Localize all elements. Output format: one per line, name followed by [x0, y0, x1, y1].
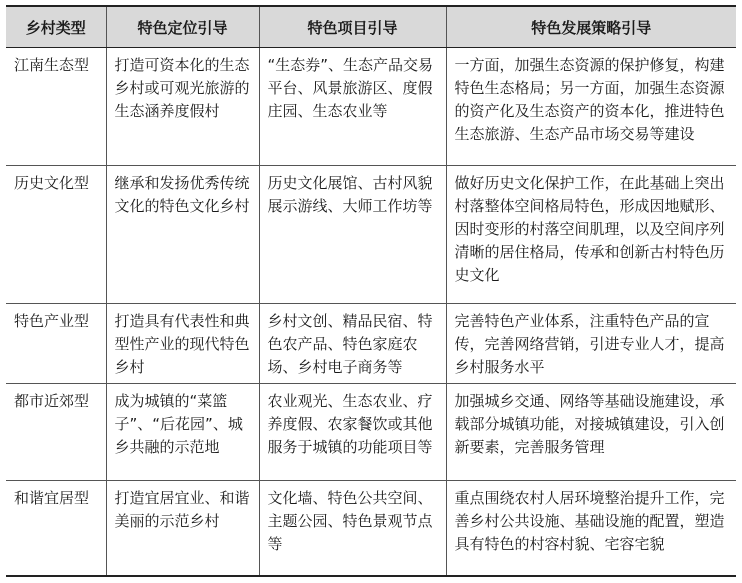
cell-positioning: 打造可资本化的生态乡村或可观光旅游的生态涵养度假村: [106, 48, 259, 166]
cell-projects: 乡村文创、精品民宿、特色农产品、特色家庭农场、乡村电子商务等: [259, 304, 446, 384]
table-row: [6, 48, 736, 166]
header-projects: 特色项目引导: [259, 6, 446, 48]
table-row: [6, 166, 736, 304]
cell-rural-type: 特色产业型: [6, 304, 106, 384]
cell-strategy: 完善特色产业体系，注重特色产品的宣传，完善网络营销，引进专业人才，提高乡村服务水平: [446, 304, 736, 384]
cell-positioning: 成为城镇的“菜篮子”、“后花园”、城乡共融的示范地: [106, 384, 259, 481]
table-body: [6, 48, 736, 577]
cell-rural-type: 历史文化型: [6, 166, 106, 304]
cell-positioning: 打造宜居宜业、和谐美丽的示范乡村: [106, 481, 259, 577]
cell-projects: 历史文化展馆、古村风貌展示游线、大师工作坊等: [259, 166, 446, 304]
cell-positioning: 打造具有代表性和典型性产业的现代特色乡村: [106, 304, 259, 384]
header-strategy: 特色发展策略引导: [446, 6, 736, 48]
rural-type-table-container: [6, 5, 736, 577]
table-header: [6, 6, 736, 48]
cell-strategy: 重点围绕农村人居环境整治提升工作，完善乡村公共设施、基础设施的配置，塑造具有特色的村容村貌、宅容宅貌: [446, 481, 736, 577]
header-row: [6, 6, 736, 48]
table-row: [6, 481, 736, 577]
cell-rural-type: 江南生态型: [6, 48, 106, 166]
cell-projects: 文化墙、特色公共空间、主题公园、特色景观节点等: [259, 481, 446, 577]
cell-positioning: 继承和发扬优秀传统文化的特色文化乡村: [106, 166, 259, 304]
cell-rural-type: 和谐宜居型: [6, 481, 106, 577]
cell-strategy: 一方面，加强生态资源的保护修复，构建特色生态格局；另一方面，加强生态资源的资产化及生态资产的资本化，推进特色生态旅游、生态产品市场交易等建设: [446, 48, 736, 166]
cell-projects: 农业观光、生态农业、疗养度假、农家餐饮或其他服务于城镇的功能项目等: [259, 384, 446, 481]
cell-projects: “生态券”、生态产品交易平台、风景旅游区、度假庄园、生态农业等: [259, 48, 446, 166]
header-positioning: 特色定位引导: [106, 6, 259, 48]
table-row: [6, 304, 736, 384]
header-rural-type: 乡村类型: [6, 6, 106, 48]
cell-strategy: 加强城乡交通、网络等基础设施建设，承载部分城镇功能，对接城镇建设，引入创新要素，完善服务管理: [446, 384, 736, 481]
cell-strategy: 做好历史文化保护工作，在此基础上突出村落整体空间格局特色，形成因地赋形、因时变形的村落空间肌理，以及空间序列清晰的居住格局，传承和创新古村特色历史文化: [446, 166, 736, 304]
table-row: [6, 384, 736, 481]
cell-rural-type: 都市近郊型: [6, 384, 106, 481]
rural-type-guidance-table: [6, 5, 736, 577]
